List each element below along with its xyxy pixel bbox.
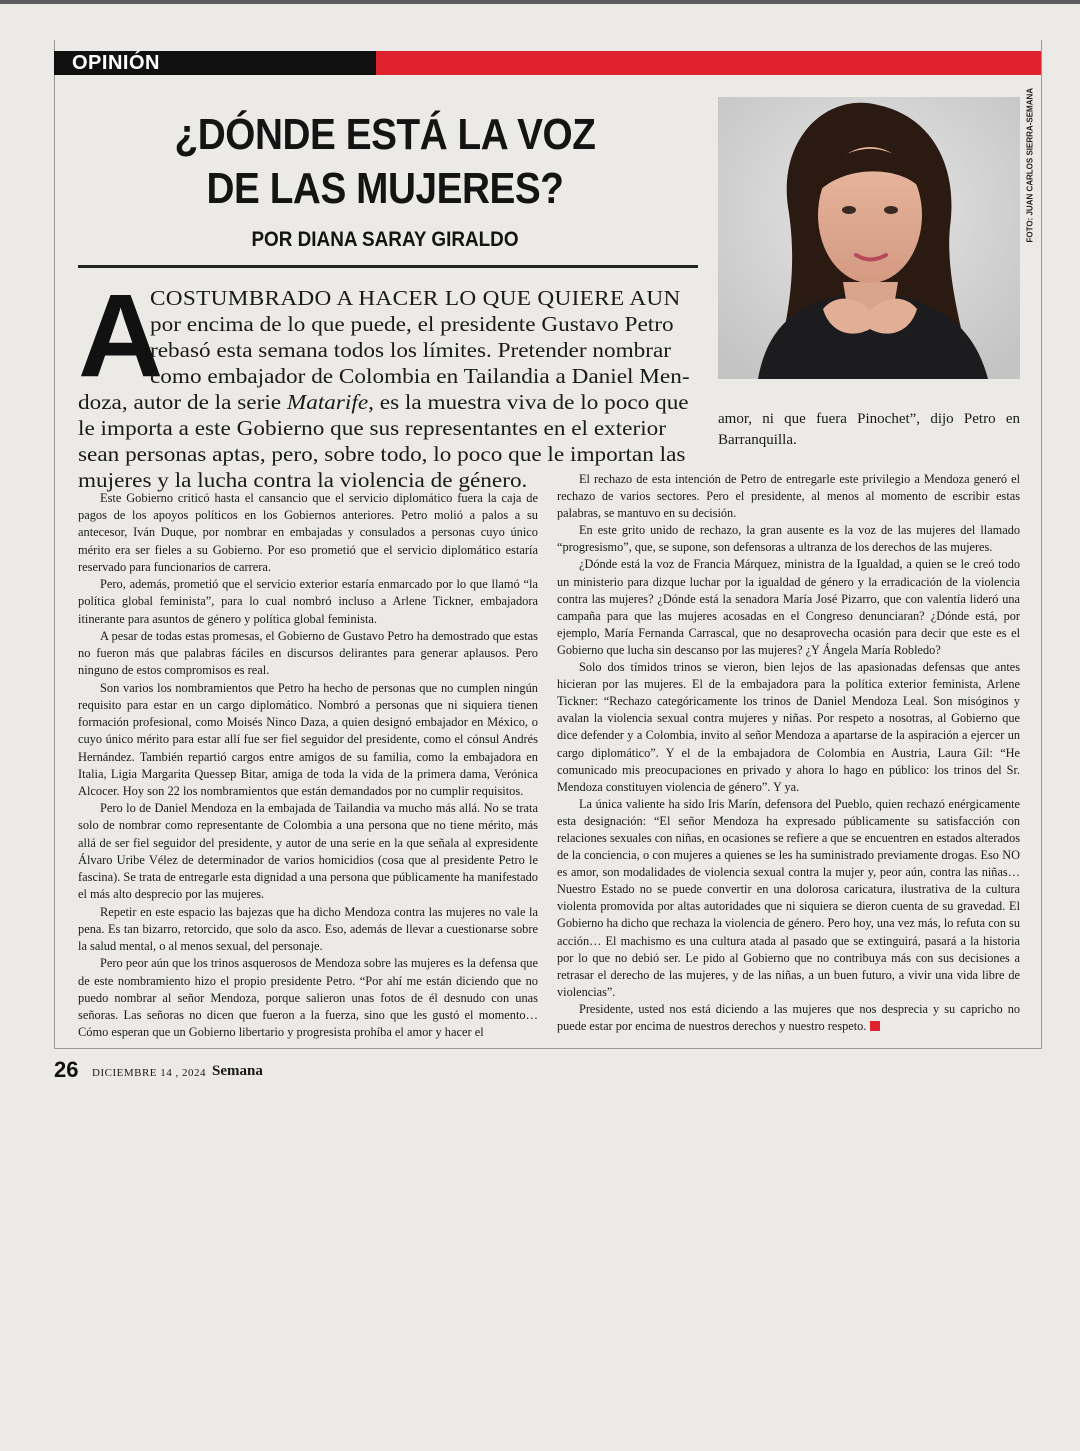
paragraph: Pero, además, prometió que el servicio exterior estaría enmarcado por lo que llamó “la política global feminista”, para lo cual nombró incluso a Arlene Tickner, embajadora itinerante para asuntos de género y política global feminista.	[78, 577, 538, 626]
headline	[117, 108, 654, 216]
headline-line-2: DE LAS MUJERES?	[206, 164, 564, 213]
drop-cap: A	[78, 270, 164, 402]
body-column-left	[78, 490, 538, 1042]
lead-line-5: doza, autor de la serie Matarife, es la muestra viva de lo poco que	[78, 390, 689, 414]
paragraph: Repetir en este espacio las bajezas que ha dicho Mendoza contra las mujeres no vale la pena. Es tan bizarro, retorcido, que solo da asco. Eso, además de llevar a cuestionarse sobre la salud mental, o al menos sexual, del personaje.	[78, 904, 538, 954]
top-edge	[0, 0, 1080, 4]
byline: POR DIANA SARAY GIRALDO	[251, 228, 519, 251]
section-label: OPINIÓN	[72, 52, 160, 74]
lead-line-4: como embajador de Colombia en Tailandia a Daniel Men-	[150, 364, 690, 388]
end-mark-icon	[870, 1021, 880, 1031]
issue-date: DICIEMBRE 14 , 2024	[92, 1067, 206, 1079]
lead-line-1: COSTUMBRADO A HACER LO QUE QUIERE AUN	[150, 286, 681, 310]
paragraph: El rechazo de esta intención de Petro de entregarle este privilegio a Mendoza generó el rechazo de varios sectores. Pero el presidente, al menos al momento de escribir estas palabras, se mantuvo en su decisión.	[557, 472, 1020, 521]
lead-line-8: mujeres y la lucha contra la violencia de género.	[78, 468, 528, 492]
section-bar-red	[376, 51, 1041, 75]
lead-line-6: le importa a este Gobierno que sus representantes en el exterior	[78, 416, 667, 440]
paragraph: Este Gobierno criticó hasta el cansancio que el servicio diplomático fuera la caja de pagos de los apoyos políticos en los Gobiernos anteriores. Petro molió a palos a su antecesor, Iván Duque, por nombrar en embajadas y consulados a personas cuyo único mérito era ser fieles a su Gobierno. Por eso prometió que el servicio diplomático estaría reservado para funcionarios de carrera.	[78, 491, 538, 574]
headline-line-1: ¿DÓNDE ESTÁ LA VOZ	[174, 110, 596, 159]
author-portrait-illustration	[718, 97, 1020, 379]
section-bar	[54, 51, 1041, 75]
page-number: 26	[54, 1057, 79, 1082]
lead-line-7: sean personas aptas, pero, sobre todo, lo poco que le importan las	[78, 442, 686, 466]
page-background-below	[0, 1090, 1080, 1451]
paragraph: Son varios los nombramientos que Petro ha hecho de personas que no cumplen ningún requisito para estar en un cargo diplomático. Nombró a personas que ni siquiera tienen formación profesional, como Moisés Ninco Daza, a quien designó embajador en México, o cuyo único mérito para estar allí fue ser fiel seguidor del presidente, como el cónsul Andrés Hernández. También repartió cargos entre amigos de su familia, como la embajadora en Italia, Ligia Margarita Quessep Bitar, amiga de toda la vida de la primera dama, Verónica Alcocer. Hoy son 22 los nombramientos que están demandados por no cumplir requisitos.	[78, 680, 538, 798]
magazine-name: Semana	[212, 1063, 263, 1079]
paragraph: Solo dos tímidos trinos se vieron, bien lejos de las apasionadas defensas que antes hicieran por las mujeres. El de la embajadora para la política exterior feminista, Arlene Tickner: “Rechazo categóricamente los trinos de Daniel Mendoza Leal. Son misóginos y avalan la violencia sexual contra mujeres y niñas. Por respeto a nosotras, al Gobierno que dice defender y a Colombia, invito al señor Mendoza a apartarse de la aspiración a ejercer un cargo diplomático”. Y el de la embajadora de Colombia en Austria, Laura Gil: “He comunicado mis preocupaciones en privado y ahora lo hago en público: los trinos del Sr. Mendoza constituyen violencia de género”. Y ya.	[557, 660, 1020, 794]
body-column-right	[557, 471, 1020, 1035]
paragraph: En este grito unido de rechazo, la gran ausente es la voz de las mujeres del llamado “progresismo”, que, se supone, son defensoras a ultranza de los derechos de las mujeres.	[557, 523, 1020, 555]
section-bar-black	[54, 51, 376, 75]
headline-rule	[78, 265, 698, 268]
series-title: Matarife	[286, 390, 369, 414]
page-footer	[54, 1057, 454, 1087]
paragraph: A pesar de todas estas promesas, el Gobierno de Gustavo Petro ha demostrado que estas no fueron más que palabras fáciles en discursos delirantes para generar aplausos. Pero ninguno de estos compromisos es real.	[78, 628, 538, 678]
paragraph: ¿Dónde está la voz de Francia Márquez, ministra de la Igualdad, a quien se le creó todo un ministerio para dizque luchar por la igualdad de género y la erradicación de la violencia contra las mujeres? ¿Dónde está la senadora María José Pizarro, que con valentía lideró una campaña para que las mujeres acosadas en el Congreso denunciaran? ¿Dónde está, por ejemplo, María Fernanda Carrascal, que no desaprovecha ocasión para decir que este es el Gobierno que lucha sin descanso por las mujeres? ¿Y Ángela María Robledo?	[557, 557, 1020, 657]
photo-credit: FOTO: JUAN CARLOS SIERRA-SEMANA	[1025, 87, 1035, 243]
final-paragraph-text: Presidente, usted nos está diciendo a las mujeres que nos desprecia y su capricho no puede estar por encima de nuestros derechos y nuestro respeto.	[557, 1001, 1020, 1033]
body-column-right-top	[718, 409, 1020, 451]
paragraph: Pero peor aún que los trinos asquerosos de Mendoza sobre las mujeres es la defensa que de este nombramiento hizo el propio presidente Petro. “Por ahí me están diciendo que no puedo nombrar al señor Mendoza, porque salieron unas fotos de él desnudo con unas señoras. Las señoras no dicen que fueron a la fuerza, sino que les gustó el momento… Cómo esperan que un Gobierno libertario y progresista prohíba el amor y hacer el	[78, 956, 538, 1040]
final-paragraph	[557, 1001, 1020, 1035]
lead-line-3: rebasó esta semana todos los límites. Pretender nombrar	[150, 338, 672, 362]
paragraph-continuation: amor, ni que fuera Pinochet”, dijo Petro en Barranquilla.	[718, 411, 1020, 448]
paragraph: La única valiente ha sido Iris Marín, defensora del Pueblo, quien rechazó enérgicamente esta designación: “El señor Mendoza ha expresado públicamente su satisfacción con relaciones sexuales con niñas, en ocasiones se refiere a que se encuentren en estados alterados de la conciencia, o con mujeres a quienes se les ha suministrado previamente drogas. Eso NO es amor, son modalidades de violencia sexual contra la mujer y, peor aún, contra las niñas… Nuestro Estado no se puede convertir en una dolorosa caricatura, ilustrativa de la cultura violenta promovida por altas autoridades que ni siquiera se dieron cuenta de su gravedad. El Gobierno ha dicho que rechaza la violencia de género. Pero hoy, una vez más, lo refuta con su acción… El machismo es una cultura atada al pasado que se extinguirá, pasará a la historia por lo que no debió ser. Le pido al Gobierno que no contribuya más con sus decisiones a retrasar el derecho de las mujeres, y de las niñas, a un buen futuro, a vivir una vida libre de violencias”.	[557, 796, 1020, 999]
lead-line-2: por encima de lo que puede, el presidente Gustavo Petro	[150, 312, 674, 336]
author-photo	[718, 97, 1020, 379]
paragraph: Pero lo de Daniel Mendoza en la embajada de Tailandia va mucho más allá. No se trata solo de nombrar como representante de Colombia a una persona que no tiene mérito, más allá de ser fiel seguidor del presidente, y autor de una serie en la que señala al expresidente Álvaro Uribe Vélez de determinador de varios homicidios (cosa que al presidente Petro le fascina). Se trata de entregarle esta dignidad a una persona que públicamente ha manifestado el más alto desprecio por las mujeres.	[78, 801, 538, 902]
